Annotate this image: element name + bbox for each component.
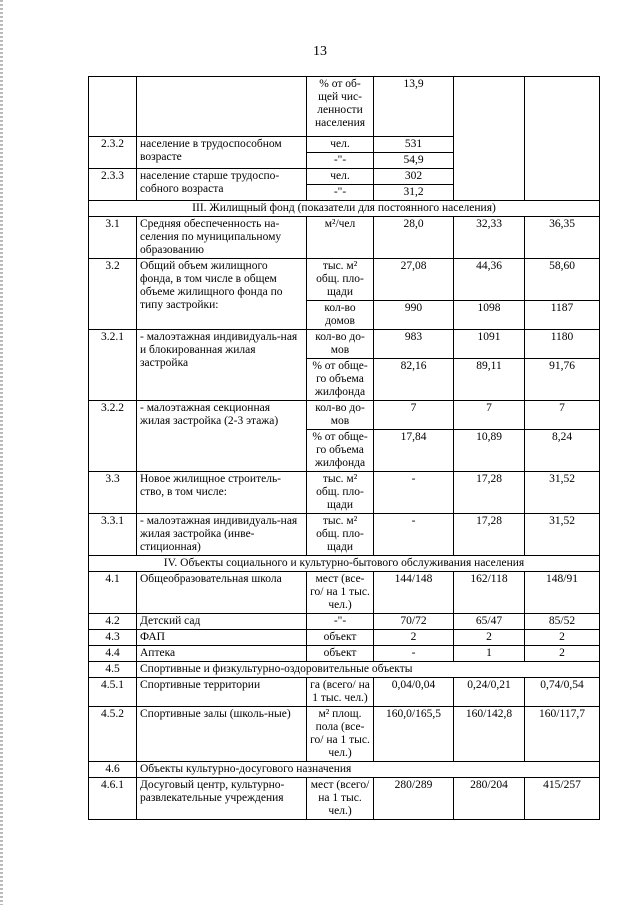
indicators-table (88, 76, 600, 820)
item-number: 4.1 (89, 572, 137, 614)
item-number: 4.2 (89, 614, 137, 630)
value-col-1: - (374, 646, 454, 662)
section-row (89, 556, 600, 572)
item-unit: чел. (307, 169, 374, 185)
value-col-2: 32,33 (454, 217, 525, 259)
item-unit: -"- (307, 614, 374, 630)
value-col-3: 0,74/0,54 (525, 678, 600, 707)
value-col-3 (525, 77, 600, 201)
item-name: Средняя обеспеченность на-селения по муниципальному образованию (137, 217, 307, 259)
value-col-3: 31,52 (525, 472, 600, 514)
value-col-1: 531 (374, 137, 454, 153)
item-name: Детский сад (137, 614, 307, 630)
value-col-2: 1098 (454, 301, 525, 330)
value-col-3: 148/91 (525, 572, 600, 614)
table-row (89, 778, 600, 820)
scan-edge (0, 0, 3, 905)
value-col-3: 85/52 (525, 614, 600, 630)
value-col-1: 160,0/165,5 (374, 707, 454, 762)
item-number: 3.2.1 (89, 330, 137, 401)
value-col-3: 1180 (525, 330, 600, 359)
item-unit: кол-во до-мов (307, 401, 374, 430)
value-col-1: 28,0 (374, 217, 454, 259)
item-name (137, 77, 307, 137)
value-col-2: 7 (454, 401, 525, 430)
value-col-1: 27,08 (374, 259, 454, 301)
value-col-2: 89,11 (454, 359, 525, 401)
item-name: Общий объем жилищного фонда, в том числе в общем объеме жилищного фонда по типу застройки: (137, 259, 307, 330)
item-number: 4.5.1 (89, 678, 137, 707)
item-name: - малоэтажная индивидуаль-ная и блокированная жилая застройка (137, 330, 307, 401)
value-col-1: 144/148 (374, 572, 454, 614)
item-name: Спортивные территории (137, 678, 307, 707)
value-col-2: 2 (454, 630, 525, 646)
table-row (89, 630, 600, 646)
item-unit: тыс. м² общ. пло-щади (307, 514, 374, 556)
item-unit: объект (307, 630, 374, 646)
item-number (89, 77, 137, 137)
item-name: ФАП (137, 630, 307, 646)
item-number: 4.5 (89, 662, 137, 678)
value-col-2: 1 (454, 646, 525, 662)
item-unit: тыс. м² общ. пло-щади (307, 472, 374, 514)
item-unit: объект (307, 646, 374, 662)
value-col-2: 160/142,8 (454, 707, 525, 762)
item-unit: -"- (307, 153, 374, 169)
value-col-1: - (374, 514, 454, 556)
table-row (89, 678, 600, 707)
table-row (89, 77, 600, 137)
value-col-2: 1091 (454, 330, 525, 359)
item-name: Досуговый центр, культурно-развлекательные учреждения (137, 778, 307, 820)
value-col-3: 2 (525, 630, 600, 646)
item-name: - малоэтажная индивидуаль-ная жилая застройка (инве-стиционная) (137, 514, 307, 556)
value-col-3: 415/257 (525, 778, 600, 820)
item-unit: % от обще-го объема жилфонда (307, 430, 374, 472)
subsection-title: Объекты культурно-досугового назначения (137, 762, 600, 778)
value-col-2: 10,89 (454, 430, 525, 472)
section-title: IV. Объекты социального и культурно-бытового обслуживания населения (89, 556, 600, 572)
item-unit: % от об-щей чис-ленности населения (307, 77, 374, 137)
item-name: Спортивные залы (школь-ные) (137, 707, 307, 762)
item-unit: чел. (307, 137, 374, 153)
value-col-3: 2 (525, 646, 600, 662)
value-col-3: 8,24 (525, 430, 600, 472)
table-row (89, 472, 600, 514)
subsection-row (89, 762, 600, 778)
value-col-2: 0,24/0,21 (454, 678, 525, 707)
value-col-1: 302 (374, 169, 454, 185)
item-unit: га (всего/ на 1 тыс. чел.) (307, 678, 374, 707)
value-col-3: 31,52 (525, 514, 600, 556)
value-col-2: 44,36 (454, 259, 525, 301)
value-col-2: 17,28 (454, 472, 525, 514)
table-row (89, 217, 600, 259)
value-col-2: 17,28 (454, 514, 525, 556)
item-number: 3.3.1 (89, 514, 137, 556)
table-row (89, 330, 600, 359)
item-name: население старше трудоспо-собного возраста (137, 169, 307, 201)
section-title: III. Жилищный фонд (показатели для постоянного населения) (89, 201, 600, 217)
item-unit: м² площ. пола (все-го/ на 1 тыс. чел.) (307, 707, 374, 762)
value-col-2: 280/204 (454, 778, 525, 820)
item-number: 4.5.2 (89, 707, 137, 762)
value-col-2 (454, 77, 525, 201)
value-col-3: 36,35 (525, 217, 600, 259)
subsection-row (89, 662, 600, 678)
item-number: 2.3.3 (89, 169, 137, 201)
value-col-1: 31,2 (374, 185, 454, 201)
table-row (89, 646, 600, 662)
value-col-1: - (374, 472, 454, 514)
table-row (89, 707, 600, 762)
value-col-1: 7 (374, 401, 454, 430)
item-unit: мест (все-го/ на 1 тыс. чел.) (307, 572, 374, 614)
section-row (89, 201, 600, 217)
item-number: 4.6.1 (89, 778, 137, 820)
page-number: 13 (313, 44, 327, 59)
item-name: Аптека (137, 646, 307, 662)
item-unit: тыс. м² общ. пло-щади (307, 259, 374, 301)
value-col-1: 82,16 (374, 359, 454, 401)
value-col-3: 7 (525, 401, 600, 430)
item-number: 2.3.2 (89, 137, 137, 169)
value-col-2: 162/118 (454, 572, 525, 614)
value-col-1: 990 (374, 301, 454, 330)
table-row (89, 514, 600, 556)
value-col-3: 58,60 (525, 259, 600, 301)
item-number: 4.6 (89, 762, 137, 778)
item-number: 3.2.2 (89, 401, 137, 472)
item-number: 4.3 (89, 630, 137, 646)
item-unit: мест (всего/ на 1 тыс. чел.) (307, 778, 374, 820)
value-col-3: 1187 (525, 301, 600, 330)
value-col-1: 0,04/0,04 (374, 678, 454, 707)
item-name: население в трудоспособном возрасте (137, 137, 307, 169)
table-row (89, 401, 600, 430)
value-col-1: 70/72 (374, 614, 454, 630)
value-col-1: 13,9 (374, 77, 454, 137)
item-unit: -"- (307, 185, 374, 201)
item-unit: кол-во до-мов (307, 330, 374, 359)
item-unit: м²/чел (307, 217, 374, 259)
item-number: 3.1 (89, 217, 137, 259)
table-row (89, 572, 600, 614)
value-col-1: 54,9 (374, 153, 454, 169)
value-col-1: 983 (374, 330, 454, 359)
item-name: Общеобразовательная школа (137, 572, 307, 614)
item-name: Новое жилищное строитель-ство, в том числе: (137, 472, 307, 514)
table-row (89, 259, 600, 301)
value-col-2: 65/47 (454, 614, 525, 630)
value-col-3: 91,76 (525, 359, 600, 401)
item-number: 3.2 (89, 259, 137, 330)
item-unit: кол-во домов (307, 301, 374, 330)
value-col-3: 160/117,7 (525, 707, 600, 762)
item-number: 3.3 (89, 472, 137, 514)
table-row (89, 614, 600, 630)
item-unit: % от обще-го объема жилфонда (307, 359, 374, 401)
item-name: - малоэтажная секционная жилая застройка (2-3 этажа) (137, 401, 307, 472)
item-number: 4.4 (89, 646, 137, 662)
value-col-1: 280/289 (374, 778, 454, 820)
subsection-title: Спортивные и физкультурно-оздоровительные объекты (137, 662, 600, 678)
value-col-1: 2 (374, 630, 454, 646)
value-col-1: 17,84 (374, 430, 454, 472)
